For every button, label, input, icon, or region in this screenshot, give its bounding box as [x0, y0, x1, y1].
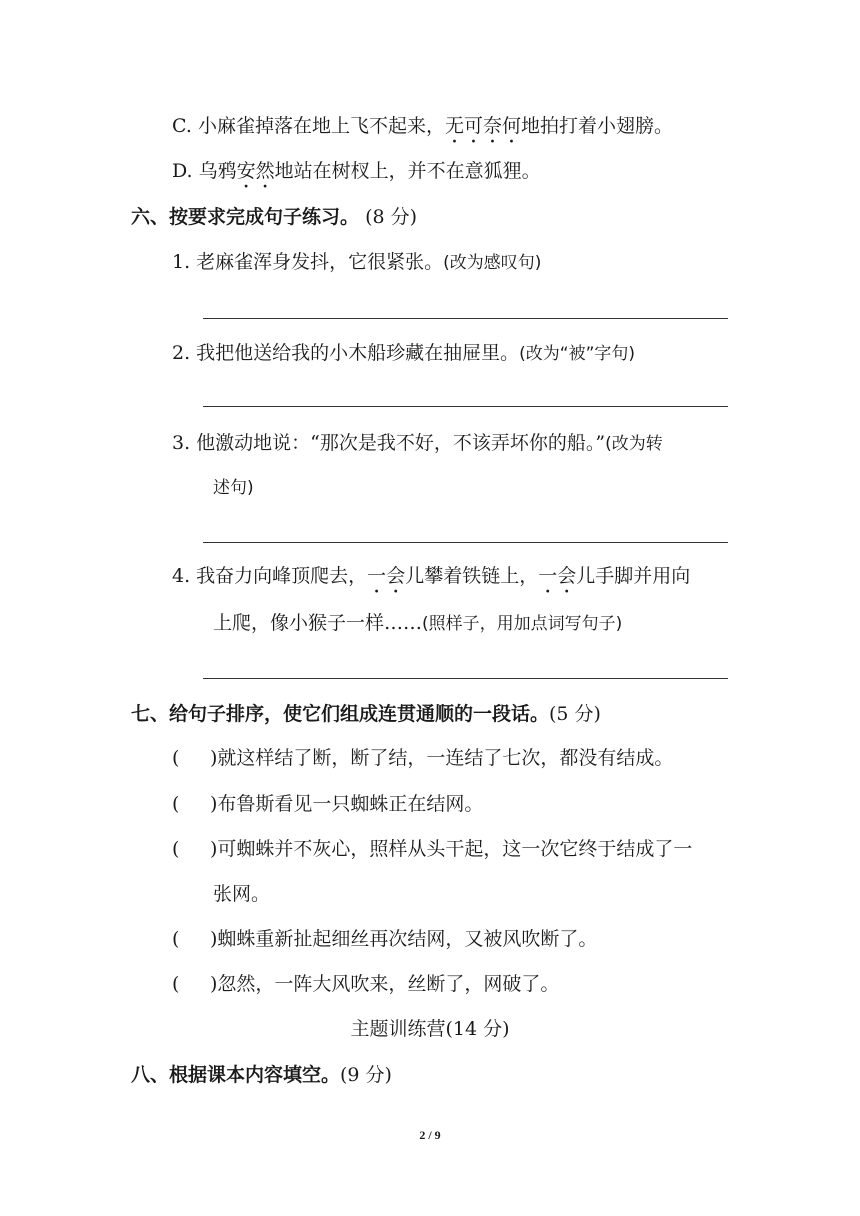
order-item-text: )可蜘蛛并不灰心，照样从头干起，这一次它终于结成了一: [210, 838, 693, 860]
answer-line-1[interactable]: [203, 318, 728, 319]
question-3-note: (改为转: [605, 434, 663, 454]
page-number: 2 / 9: [419, 1128, 441, 1142]
emphasis-char: 无: [444, 115, 464, 137]
answer-line-3[interactable]: [203, 542, 728, 543]
option-c-post: 地拍打着小翅膀。: [521, 115, 674, 137]
answer-line-2[interactable]: [203, 406, 728, 407]
order-item-text: )蜘蛛重新扯起细丝再次结网，又被风吹断了。: [210, 928, 598, 950]
section-6-heading: [131, 205, 417, 229]
order-blank[interactable]: (: [172, 747, 180, 769]
emphasis-char: 然: [255, 160, 275, 182]
order-blank[interactable]: (: [172, 793, 180, 815]
section-7-title: 七、给句子排序，使它们组成连贯通顺的一段话。: [131, 703, 550, 725]
emphasis-char: 可: [463, 115, 483, 137]
emphasis-char: 奈: [482, 115, 502, 137]
question-3-text: 3. 他激动地说：“那次是我不好，不该弄坏你的船。”: [172, 432, 606, 454]
order-blank[interactable]: (: [172, 973, 180, 995]
emphasis-char: 会: [386, 565, 406, 587]
order-item-text: )就这样结了断，断了结，一连结了七次，都没有结成。: [210, 747, 674, 769]
order-item: [172, 746, 673, 770]
question-4-note: (照样子，用加点词写句子): [422, 614, 623, 634]
option-c: [172, 114, 673, 138]
option-d-pre: D. 乌鸦: [172, 160, 237, 182]
order-item: [172, 927, 597, 951]
section-8-title: 八、根据课本内容填空。: [131, 1064, 341, 1086]
section-7-heading: [131, 702, 601, 726]
section-8-heading: [131, 1063, 392, 1087]
question-3: [172, 431, 663, 456]
emphasis-char: 会: [557, 565, 577, 587]
emphasis-char: 何: [502, 115, 522, 137]
section-8-score: (9 分): [340, 1064, 392, 1086]
order-blank[interactable]: (: [172, 838, 180, 860]
question-2: [172, 341, 635, 366]
option-d: [172, 159, 541, 183]
option-c-pre: C. 小麻雀掉落在地上飞不起来，: [172, 115, 445, 137]
theme-title: 主题训练营(14 分): [350, 1018, 510, 1040]
question-4-cont: [213, 611, 622, 636]
question-4-pre: 4. 我奋力向峰顶爬去，: [172, 565, 368, 587]
question-2-note: (改为“被”字句): [519, 344, 636, 364]
order-blank[interactable]: (: [172, 928, 180, 950]
question-1-note: (改为感叹句): [443, 253, 542, 273]
section-6-title: 六、按要求完成句子练习。: [131, 206, 360, 228]
order-item-cont: 张网。: [213, 883, 271, 905]
section-6-score: (8 分): [365, 206, 418, 228]
question-1-text: 1. 老麻雀浑身发抖，它很紧张。: [172, 251, 444, 273]
answer-line-4[interactable]: [203, 678, 728, 679]
emphasis-char: 安: [236, 160, 256, 182]
question-1: [172, 250, 541, 275]
question-4-cont-text: 上爬，像小猴子一样……: [213, 612, 423, 634]
option-d-post: 地站在树杈上，并不在意狐狸。: [274, 160, 541, 182]
question-4-mid: 儿攀着铁链上，: [405, 565, 539, 587]
emphasis-char: 一: [367, 565, 387, 587]
section-7-score: (5 分): [549, 703, 601, 725]
order-item: [172, 972, 559, 996]
emphasis-char: 一: [538, 565, 558, 587]
question-4-post: 儿手脚并用向: [576, 565, 691, 587]
question-3-cont: 述句): [213, 478, 254, 498]
question-4: [172, 564, 690, 588]
order-item: [172, 837, 692, 861]
order-item-text: )忽然，一阵大风吹来，丝断了，网破了。: [210, 973, 560, 995]
question-2-text: 2. 我把他送给我的小木船珍藏在抽屉里。: [172, 342, 520, 364]
order-item: [172, 792, 483, 816]
order-item-text: )布鲁斯看见一只蜘蛛正在结网。: [210, 793, 484, 815]
